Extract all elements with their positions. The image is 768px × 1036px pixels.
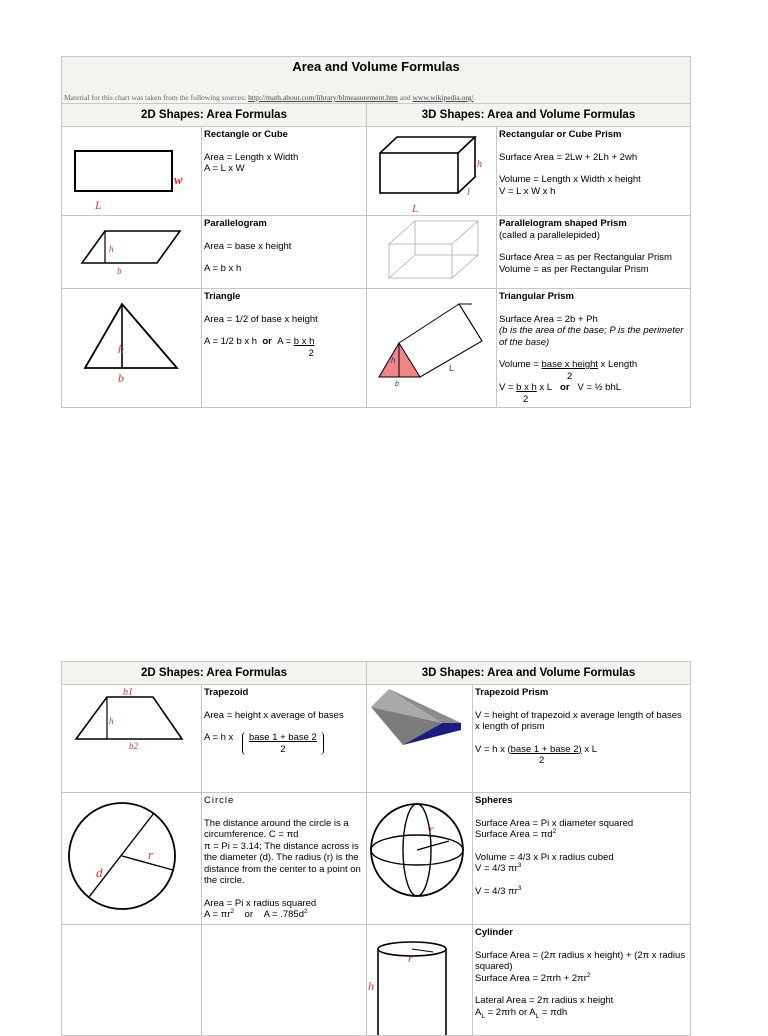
rect-prism-formula-1: Surface Area = 2Lw + 2Lh + 2wh <box>499 151 638 163</box>
para-prism-formula-1: Surface Area = as per Rectangular Prism <box>499 252 672 263</box>
label-w: w <box>174 172 183 187</box>
sources-note <box>64 92 475 104</box>
trap-prism-f2a: V = h x ( <box>475 743 511 755</box>
sphere-formula-4: V = 4/3 $\pi r^3$ <box>475 861 522 874</box>
trapezoid-figure <box>62 685 202 793</box>
source-link-about[interactable]: http://math.about.com/library/blmeasurement.htm <box>248 93 398 102</box>
title-cell <box>62 57 691 104</box>
cylinder-f2: Surface Area = 2πrh + 2πr <box>475 972 587 984</box>
tri-prism-note: (b is the area of the base; P is the perimeter of the base) <box>499 325 684 348</box>
cylinder-formula-3: Lateral Area = 2π radius x height <box>475 995 614 1006</box>
cylinder-formula-4 <box>475 1007 688 1019</box>
rectangle-formula-1: Area = Length x Width <box>204 151 299 163</box>
circle-figure <box>62 793 202 925</box>
label-b: b <box>117 266 122 276</box>
sources-and: and <box>397 93 413 102</box>
trapezoid-formula-1: Area = height x average of bases <box>204 709 344 721</box>
fraction-denominator: 2 <box>308 347 314 359</box>
label-h: h <box>109 716 114 726</box>
fraction-denominator: 2 <box>280 743 286 755</box>
rect-prism-formula-2: Volume = Length x Width x height <box>499 174 641 185</box>
header-3d: 3D Shapes: Area and Volume Formulas <box>367 662 691 685</box>
rectangle-text <box>202 127 367 216</box>
circle-formula-2: π = Pi = 3.14; The distance across is the diameter (d). The radius (r) is the distance from the center to a point on the circle. <box>204 840 361 886</box>
header-2d: 2D Shapes: Area Formulas <box>62 662 367 685</box>
sphere-text <box>473 793 691 925</box>
trap-prism-figure <box>367 685 473 793</box>
para-prism-text <box>497 216 691 289</box>
triangle-formula-2b: A = <box>277 336 294 347</box>
trapezoid-prism-icon <box>367 685 473 792</box>
or-text: or <box>244 909 253 920</box>
tri-prism-formula-2 <box>499 359 688 371</box>
cylinder-icon <box>367 925 473 1035</box>
label-L: L <box>412 203 419 215</box>
cylinder-sub-l: L <box>535 1012 540 1020</box>
sphere-formula-1: Surface Area = Pi x diameter squared <box>475 817 634 829</box>
parallelogram-text <box>202 216 367 289</box>
tri-prism-figure <box>367 289 497 408</box>
parallelogram-formula-2: A = b x h <box>204 263 242 274</box>
rectangle-formula-2: A = L x W <box>204 163 245 174</box>
sphere-figure <box>367 793 473 925</box>
cylinder-text <box>473 925 691 1036</box>
triangular-prism-icon <box>367 289 497 404</box>
source-link-wikipedia[interactable]: www.wikipedia.org/ <box>412 93 474 102</box>
triangle-text <box>202 289 367 408</box>
sphere-formula-2: Surface Area = $\pi d^2$ <box>475 827 557 840</box>
label-h: h <box>109 244 114 254</box>
formulas-table-1 <box>61 56 691 408</box>
circle-formula-3: Area = Pi x radius squared <box>204 897 317 909</box>
cylinder-figure <box>367 925 473 1036</box>
header-2d: 2D Shapes: Area Formulas <box>62 104 367 127</box>
parallelogram-icon <box>62 216 202 288</box>
circle-formula-4: $A = \pi r^2$ or $A = .785d^2$ <box>204 907 308 920</box>
label-d: d <box>96 865 103 880</box>
trap-prism-f2b: x L <box>581 743 597 755</box>
tri-prism-vol-b: x Length <box>598 359 638 370</box>
tri-prism-v-den: 2 <box>523 393 529 405</box>
fraction-numerator: b x h <box>293 336 315 347</box>
triangle-name: Triangle <box>204 291 241 302</box>
circle-icon <box>62 793 202 924</box>
parallelepiped-icon <box>367 216 497 288</box>
label-r: r <box>408 951 413 965</box>
para-prism-note: (called a parallelepided) <box>499 229 600 241</box>
sphere-f5: V = 4/3 πr <box>475 885 518 897</box>
parallelogram-name: Parallelogram <box>204 218 267 229</box>
sphere-name: Spheres <box>475 795 513 806</box>
trap-prism-f2u: base 1 + base 2) <box>510 743 582 755</box>
triangle-formula-2a: A = 1/2 b x h <box>204 336 258 347</box>
sphere-f4: V = 4/3 πr <box>475 863 518 874</box>
cylinder-f4b: = 2πrh or A <box>484 1006 536 1018</box>
tri-prism-vol-den: 2 <box>567 370 573 382</box>
tri-prism-name: Triangular Prism <box>499 291 574 302</box>
rectangle-icon <box>62 127 202 215</box>
cylinder-formula-2: Surface Area = $2\pi rh + 2\pi r^2$ <box>475 971 591 984</box>
rectangle-name: Rectangle or Cube <box>204 129 288 140</box>
triangle-icon <box>62 289 202 404</box>
label-l: L <box>449 363 455 373</box>
cylinder-f4a: A <box>475 1006 482 1018</box>
label-r: r <box>429 822 434 836</box>
cylinder-f4c: = πdh <box>539 1006 568 1018</box>
empty-cell <box>62 925 202 1036</box>
parallelogram-formula-1: Area = base x height <box>204 240 292 252</box>
tri-prism-vol-a: Volume = <box>499 359 542 370</box>
label-h: h <box>477 159 482 170</box>
label-b: b <box>118 371 124 385</box>
label-b1: b1 <box>123 687 133 698</box>
circle-text <box>202 793 367 925</box>
tri-prism-v-b: x L <box>536 382 553 393</box>
sphere-icon <box>367 793 473 924</box>
fraction-numerator: base 1 + base 2 <box>248 732 317 743</box>
tri-prism-formula-3 <box>499 382 688 394</box>
or-text: or <box>560 382 570 393</box>
cylinder-name: Cylinder <box>475 927 514 938</box>
trap-prism-den: 2 <box>539 755 545 766</box>
trapezoid-formula-2 <box>204 732 364 755</box>
triangle-formula-2 <box>204 336 364 359</box>
rect-prism-figure <box>367 127 497 216</box>
tri-prism-v-c: V = ½ bhL <box>577 382 622 393</box>
rect-prism-text <box>497 127 691 216</box>
trap-prism-text <box>473 685 691 793</box>
label-b2: b2 <box>129 741 138 751</box>
sources-prefix: Material for this chart was taken from the following sources: <box>64 93 249 102</box>
label-h: h <box>118 342 124 356</box>
circle-f4a: A = πr <box>204 909 231 920</box>
page-title: Area and Volume Formulas <box>292 59 460 74</box>
tri-prism-formula-1: Surface Area = 2b + Ph <box>499 313 598 325</box>
circle-formula-1: The distance around the circle is a circumference. C = πd <box>204 817 349 840</box>
para-prism-name: Parallelogram shaped Prism <box>499 218 627 229</box>
tri-prism-vol-num: base x height <box>541 359 599 370</box>
trapezoid-name: Trapezoid <box>204 687 249 698</box>
label-r: r <box>148 847 154 862</box>
triangle-formula-1: Area = 1/2 of base x height <box>204 313 318 325</box>
header-3d: 3D Shapes: Area and Volume Formulas <box>367 104 691 127</box>
trap-prism-formula-1: V = height of trapezoid x average length of bases x length of prism <box>475 709 682 732</box>
sphere-formula-3: Volume = 4/3 x Pi x radius cubed <box>475 851 614 863</box>
rect-prism-icon <box>367 127 497 215</box>
trap-prism-formula-2 <box>475 744 688 756</box>
tri-prism-text <box>497 289 691 408</box>
sphere-f2: Surface Area = πd <box>475 829 553 840</box>
trapezoid-formula-2a: A = h x <box>204 732 234 743</box>
rect-prism-name: Rectangular or Cube Prism <box>499 129 622 140</box>
label-h: h <box>368 979 374 993</box>
label-h: h <box>391 356 396 365</box>
trap-prism-name: Trapezoid Prism <box>475 687 549 698</box>
para-prism-formula-2: Volume = as per Rectangular Prism <box>499 263 649 275</box>
para-prism-figure <box>367 216 497 289</box>
rectangle-figure <box>62 127 202 216</box>
label-b: b <box>395 381 399 388</box>
label-l: L <box>95 198 102 212</box>
cylinder-formula-1: Surface Area = (2π radius x height) + (2π x radius squared) <box>475 949 686 972</box>
trapezoid-icon <box>62 685 202 792</box>
formulas-table-2 <box>61 661 691 1036</box>
circle-name: Circle <box>204 795 235 806</box>
empty-cell <box>202 925 367 1036</box>
circle-f4b: A = .785d <box>263 909 304 920</box>
rect-prism-formula-3: V = L x W x h <box>499 185 556 197</box>
tri-prism-v-num: b x h <box>516 382 537 393</box>
triangle-figure <box>62 289 202 408</box>
sources-end: . <box>473 93 476 102</box>
tri-prism-v-a: V = <box>499 382 517 393</box>
label-l-small: l <box>467 187 470 198</box>
or-text: or <box>262 336 272 347</box>
sphere-formula-5: V = 4/3 $\pi r^3$ <box>475 884 522 897</box>
trapezoid-text <box>202 685 367 793</box>
parallelogram-figure <box>62 216 202 289</box>
cylinder-sub-l: L <box>481 1012 485 1020</box>
